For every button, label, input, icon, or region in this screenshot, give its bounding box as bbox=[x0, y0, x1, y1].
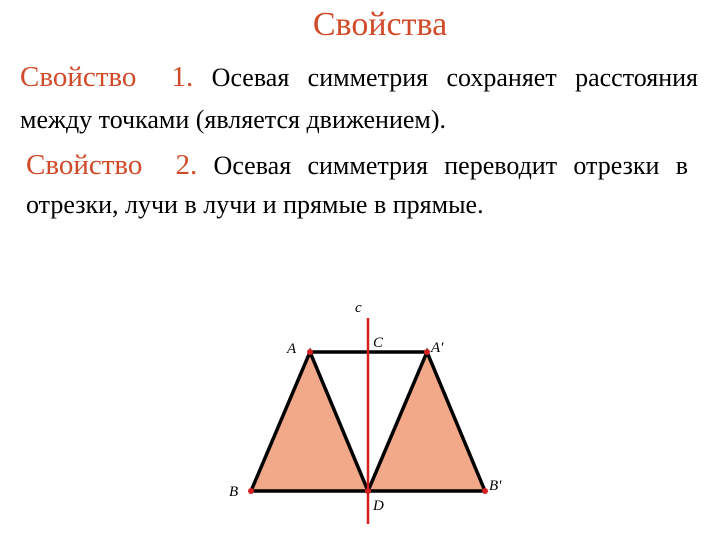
label-d: D bbox=[373, 498, 384, 514]
label-a: A bbox=[287, 341, 297, 357]
triangle-abd bbox=[251, 352, 368, 491]
triangle-a-prime-b-prime-d bbox=[368, 352, 485, 491]
point-d bbox=[365, 488, 371, 494]
label-a-prime: A' bbox=[431, 340, 444, 356]
label-b-prime: B' bbox=[489, 478, 502, 494]
property-1-label: Свойство 1. bbox=[20, 61, 194, 93]
point-a bbox=[307, 349, 313, 355]
point-b bbox=[248, 488, 254, 494]
page-title: Свойства bbox=[312, 6, 448, 43]
label-c: C bbox=[373, 335, 384, 351]
point-b-prime bbox=[482, 488, 488, 494]
point-a-prime bbox=[424, 349, 430, 355]
property-1-text: Осевая симметрия сохраняет расстояния между точками (является движением). bbox=[20, 63, 698, 134]
property-2-text: Осевая симметрия переводит отрезки в отрезки, лучи в лучи и прямые в прямые. bbox=[26, 151, 689, 219]
label-b: B bbox=[229, 484, 239, 500]
property-2-label: Свойство 2. bbox=[26, 149, 198, 181]
axis-label: c bbox=[355, 300, 362, 316]
